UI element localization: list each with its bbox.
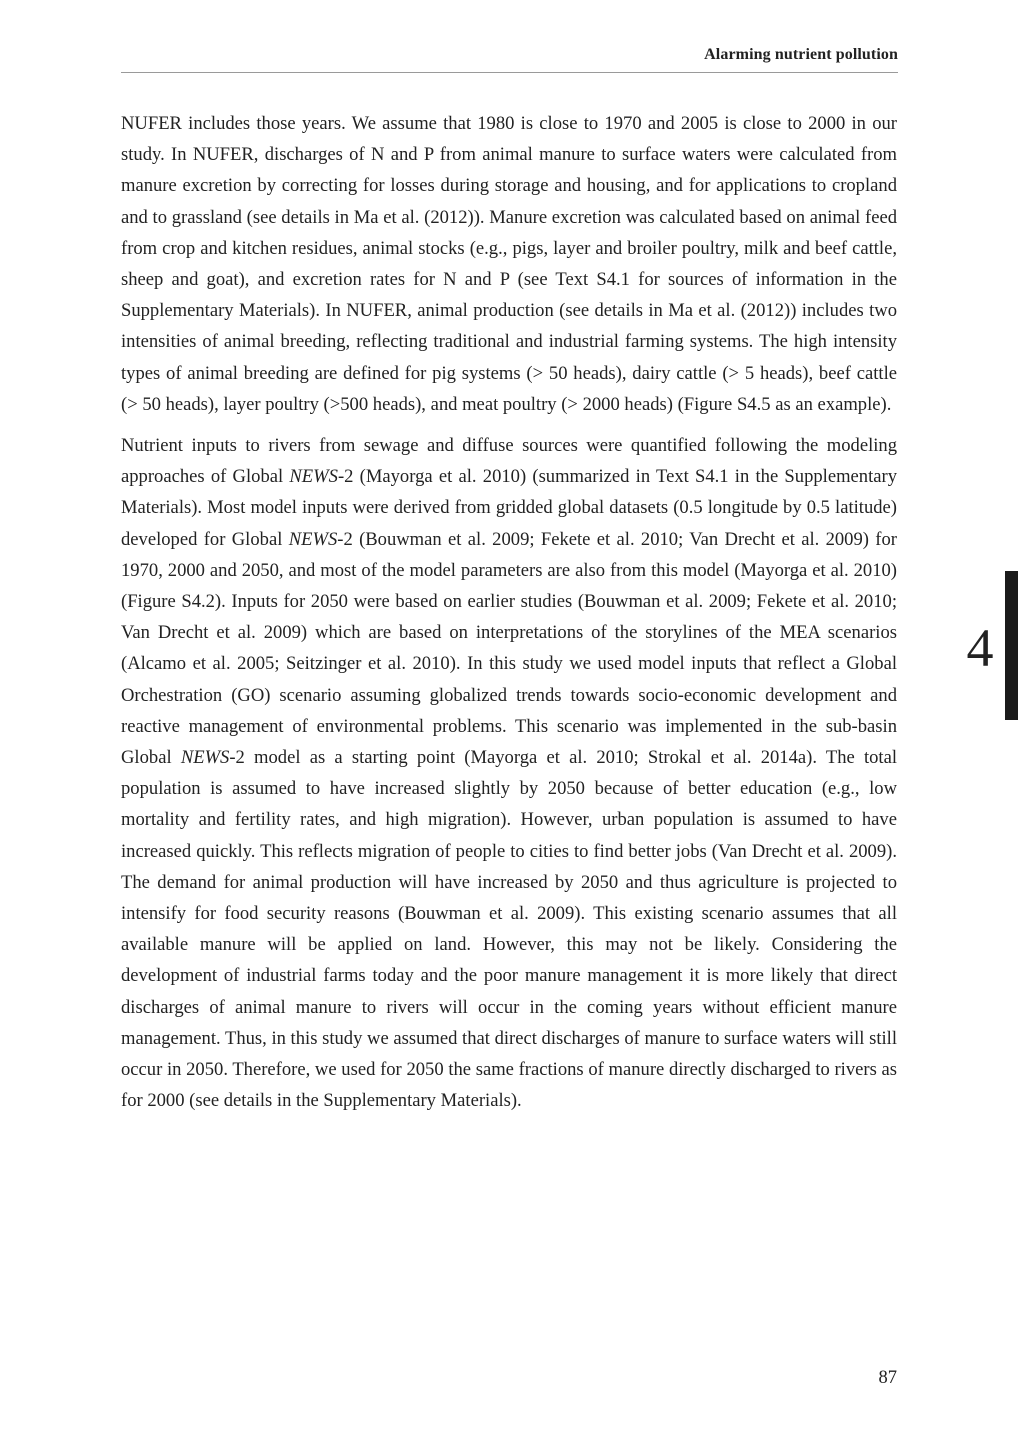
header-divider [121, 72, 898, 73]
model-name-news: NEWS [289, 466, 338, 488]
paragraph-2-text-c: -2 (Bouwman et al. 2009; Fekete et al. 2010; Van Drecht et al. 2009) for 1970, 2000 and 2050, and most of the model parameters are also from this model (Mayorga et al. 2010) (Figure S4.2). Inputs for 2050 were based on earlier studies (Bouwman et al. 2009; Fekete et al. 2010; Van Drecht et al. 2009) which are based on interpretations of the storylines of the MEA scenarios (Alcamo et al. 2005; Seitzinger et al. 2010). In this study we used model inputs that reflect a Global Orchestration (GO) scenario assuming globalized trends towards socio-economic development and reactive management of environmental problems. This scenario was implemented in the sub-basin Global [121, 528, 897, 769]
page-number: 87 [878, 1368, 897, 1388]
chapter-thumb-tab [1005, 571, 1018, 720]
paragraph-1 [121, 108, 897, 420]
chapter-number: 4 [966, 618, 994, 678]
paragraph-1-text: NUFER includes those years. We assume that 1980 is close to 1970 and 2005 is close to 2000 in our study. In NUFER, discharges of N and P from animal manure to surface waters were calculated from manure excretion by correcting for losses during storage and housing, and for applications to cropland and to grassland (see details in Ma et al. (2012)). Manure excretion was calculated based on animal feed from crop and kitchen residues, animal stocks (e.g., pigs, layer and broiler poultry, milk and beef cattle, sheep and goat), and excretion rates for N and P (see Text S4.1 for sources of information in the Supplementary Materials). In NUFER, animal production (see details in Ma et al. (2012)) includes two intensities of animal breeding, reflecting traditional and industrial farming systems. The high intensity types of animal breeding are defined for pig systems (> 50 heads), dairy cattle (> 5 heads), beef cattle (> 50 heads), layer poultry (>500 heads), and meat poultry (> 2000 heads) (Figure S4.5 as an example). [121, 113, 897, 415]
body-text [121, 108, 897, 1127]
paragraph-2-text-b: -2 (Mayorga et al. 2010) (summarized in Text S4.1 in the Supplementary Materials). Most model inputs were derived from gridded global datasets (0.5 longitude by 0.5 latitude) developed for Global [121, 466, 897, 550]
model-name-news: NEWS [288, 528, 338, 550]
paragraph-2-text-a: Nutrient inputs to rivers from sewage and diffuse sources were quantified following the modeling approaches of Global [121, 435, 897, 488]
model-name-news: NEWS [180, 747, 230, 769]
paragraph-2 [121, 430, 897, 1116]
running-header-title: Alarming nutrient pollution [704, 46, 898, 63]
paragraph-2-text-d: -2 model as a starting point (Mayorga et al. 2010; Strokal et al. 2014a). The total population is assumed to have increased slightly by 2050 because of better education (e.g., low mortality and fertility rates, and high migration). However, urban population is assumed to have increased quickly. This reflects migration of people to cities to find better jobs (Van Drecht et al. 2009). The demand for animal production will have increased by 2050 and thus agriculture is projected to intensify for food security reasons (Bouwman et al. 2009). This existing scenario assumes that all available manure will be applied on land. However, this may not be likely. Considering the development of industrial farms today and the poor manure management it is more likely that direct discharges of animal manure to rivers will occur in the coming years without efficient manure management. Thus, in this study we assumed that direct discharges of manure to surface waters will still occur in 2050. Therefore, we used for 2050 the same fractions of manure directly discharged to rivers as for 2000 (see details in the Supplementary Materials). [121, 747, 897, 1112]
